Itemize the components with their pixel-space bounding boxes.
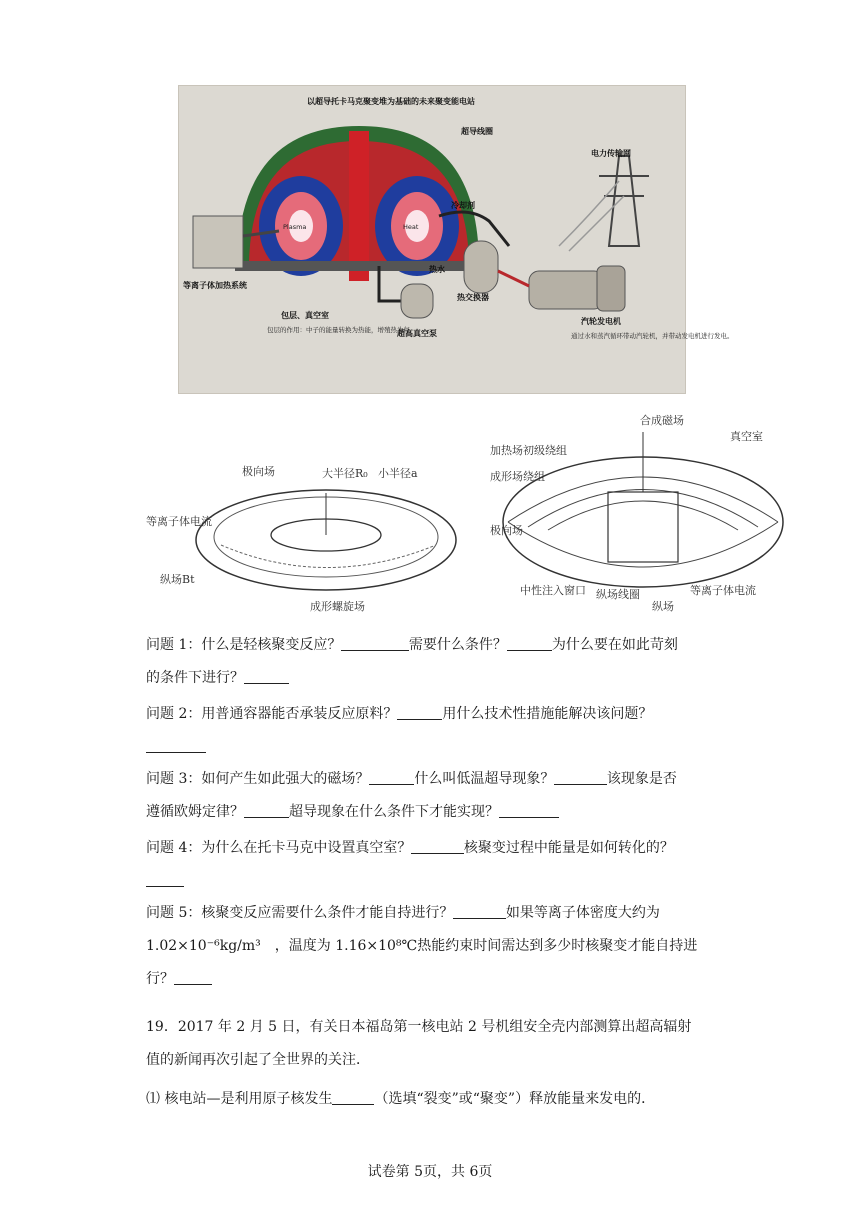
question-text: 如果等离子体密度大约为 bbox=[505, 905, 660, 921]
label-blanket-vacuum: 包层、真空室 bbox=[281, 311, 329, 320]
photo-title: 以超导托卡马克聚变堆为基础的未来聚变能电站 bbox=[307, 97, 475, 106]
answer-blank[interactable] bbox=[244, 667, 289, 684]
q19-sub-1 bbox=[146, 1083, 716, 1116]
label-plasma-current-right: 等离子体电流 bbox=[690, 584, 756, 597]
answer-blank[interactable] bbox=[499, 801, 559, 818]
label-heat: Heat bbox=[403, 223, 419, 231]
label-power-grid: 电力传输网 bbox=[591, 149, 631, 158]
question-text: 1.02×10⁻⁶kg/m³ ，温度为 1.16×10⁸℃热能约束时间需达到多少时核聚变才能自持进 bbox=[146, 938, 698, 954]
answer-blank[interactable] bbox=[174, 968, 212, 985]
fusion-plant-photo bbox=[178, 85, 734, 394]
label-turbine-note: 通过水和蒸汽循环带动汽轮机，并带动发电机进行发电。 bbox=[571, 332, 734, 340]
q19-sub-1-text-a: ⑴ 核电站—是利用原子核发生 bbox=[146, 1091, 333, 1107]
question-text: 用什么技术性措施能解决该问题？ bbox=[442, 706, 653, 722]
q19-line-2: 值的新闻再次引起了全世界的关注． bbox=[146, 1052, 370, 1068]
answer-blank[interactable] bbox=[146, 736, 206, 753]
question-line bbox=[146, 897, 716, 930]
answer-blank[interactable] bbox=[341, 634, 409, 651]
question-1 bbox=[146, 629, 716, 695]
question-line bbox=[146, 763, 716, 796]
label-poloidal-field-left: 极向场 bbox=[242, 465, 275, 478]
question-line bbox=[146, 930, 716, 963]
question-text: 的条件下进行？ bbox=[146, 670, 244, 686]
question-text: 问题 2：用普通容器能否承装反应原料？ bbox=[146, 706, 398, 722]
tokamak-torus-sketch bbox=[146, 465, 456, 615]
answer-blank[interactable] bbox=[146, 870, 184, 887]
answer-blank[interactable] bbox=[332, 1088, 374, 1105]
question-19 bbox=[146, 1011, 716, 1116]
label-plasma-heating: 等离子体加热系统 bbox=[183, 281, 247, 290]
question-text: 问题 3：如何产生如此强大的磁场？ bbox=[146, 771, 370, 787]
fusion-plant-illustration bbox=[179, 86, 734, 393]
question-line bbox=[146, 698, 716, 731]
question-line bbox=[146, 662, 716, 695]
question-4 bbox=[146, 832, 716, 898]
question-2 bbox=[146, 698, 716, 764]
tokamak-device-sketch bbox=[468, 412, 798, 617]
answer-blank[interactable] bbox=[507, 634, 552, 651]
label-superconducting-coil: 超导线圈 bbox=[461, 127, 493, 136]
answer-blank[interactable] bbox=[554, 768, 607, 785]
question-text: 该现象是否 bbox=[606, 771, 677, 787]
label-water: 热水 bbox=[429, 265, 445, 274]
label-forming-field-coil: 成形场绕组 bbox=[490, 470, 545, 483]
label-toroidal-field-left: 纵场Bt bbox=[160, 573, 195, 586]
label-plasma: Plasma bbox=[283, 223, 307, 231]
label-toroidal-field-right: 纵场 bbox=[652, 600, 674, 613]
answer-blank[interactable] bbox=[244, 801, 289, 818]
question-line bbox=[146, 832, 716, 865]
question-text: 需要什么条件？ bbox=[408, 637, 507, 653]
question-text: 问题 1：什么是轻核聚变反应？ bbox=[146, 637, 342, 653]
question-text: 什么叫低温超导现象？ bbox=[414, 771, 555, 787]
label-vacuum-pump: 超高真空泵 bbox=[397, 329, 437, 338]
label-composite-field: 合成磁场 bbox=[640, 414, 684, 427]
q19-line-1: 19．2017 年 2 月 5 日，有关日本福岛第一核电站 2 号机组安全壳内部测算出超高辐射 bbox=[146, 1019, 692, 1035]
label-major-radius: 大半径R₀ bbox=[322, 467, 368, 480]
question-text: 遵循欧姆定律？ bbox=[146, 804, 244, 820]
answer-blank[interactable] bbox=[397, 703, 442, 720]
question-3 bbox=[146, 763, 716, 829]
label-neutral-injection: 中性注入窗口 bbox=[520, 584, 586, 597]
question-text: 问题 4：为什么在托卡马克中设置真空室？ bbox=[146, 840, 412, 856]
label-heating-field-coil: 加热场初级绕组 bbox=[490, 444, 567, 457]
label-forming-coil: 成形螺旋场 bbox=[310, 600, 365, 613]
question-text: 问题 5：核聚变反应需要什么条件才能自持进行？ bbox=[146, 905, 454, 921]
question-line bbox=[146, 796, 716, 829]
label-toroidal-coil: 纵场线圈 bbox=[596, 588, 640, 601]
question-text: 为什么要在如此苛刻 bbox=[551, 637, 678, 653]
question-text: 超导现象在什么条件下才能实现？ bbox=[289, 804, 499, 820]
question-line bbox=[146, 865, 716, 898]
answer-blank[interactable] bbox=[369, 768, 414, 785]
label-turbine-generator: 汽轮发电机 bbox=[581, 317, 621, 326]
q19-sub-1-text-b: （选填“裂变”或“聚变”）释放能量来发电的． bbox=[374, 1091, 656, 1107]
page-footer: 试卷第 5页，共 6页 bbox=[367, 1164, 493, 1180]
question-line bbox=[146, 963, 716, 996]
question-line bbox=[146, 731, 716, 764]
label-blanket-note: 包层的作用：中子的能量转换为热能，增殖热为氚 bbox=[267, 326, 410, 334]
question-line bbox=[146, 629, 716, 662]
label-coolant: 冷却剂 bbox=[451, 201, 475, 210]
label-plasma-current-left: 等离子体电流 bbox=[146, 515, 212, 528]
answer-blank[interactable] bbox=[453, 902, 506, 919]
label-poloidal-field-right: 极向场 bbox=[490, 524, 523, 537]
answer-blank[interactable] bbox=[411, 837, 464, 854]
question-5 bbox=[146, 897, 716, 996]
question-text: 行？ bbox=[146, 971, 174, 987]
label-vacuum-chamber: 真空室 bbox=[730, 430, 763, 443]
label-heat-exchanger: 热交换器 bbox=[457, 293, 489, 302]
label-minor-radius: 小半径a bbox=[378, 467, 418, 480]
question-text: 核聚变过程中能量是如何转化的？ bbox=[463, 840, 674, 856]
